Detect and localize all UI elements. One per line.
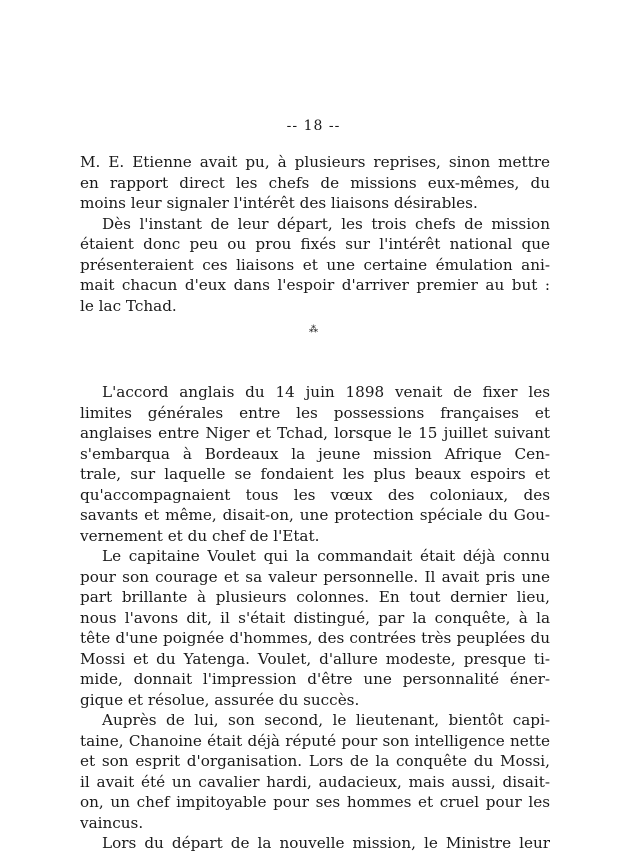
text-line: pour son courage et sa valeur personnelle. Il avait pris une xyxy=(80,567,550,586)
text-line: tête d'une poignée d'hommes, des contrées très peuplées du xyxy=(80,629,550,647)
text-line: nous l'avons dit, il s'était distingué, par la conquête, à la xyxy=(80,608,550,627)
text-line: mide, donnait l'impression d'être une personnalité éner- xyxy=(80,670,550,688)
text-line: M. E. Etienne avait pu, à plusieurs reprises, sinon mettre xyxy=(80,153,550,171)
text-line: trale, sur laquelle se fondaient les plus beaux espoirs et xyxy=(80,465,550,483)
text-line: Mossi et du Yatenga. Voulet, d'allure modeste, presque ti- xyxy=(80,649,550,668)
ornament-top: ⁂ xyxy=(309,325,318,335)
page-number: -- 18 -- xyxy=(286,118,341,134)
text-line: savants et même, disait-on, une protection spéciale du Gou- xyxy=(80,506,550,524)
text-block-2 xyxy=(80,382,550,854)
text-line: il avait été un cavalier hardi, audacieux, mais aussi, disait- xyxy=(80,772,550,791)
text-line: on, un chef impitoyable pour ses hommes et cruel pour les xyxy=(80,793,550,811)
text-line: vernement et du chef de l'Etat. xyxy=(80,526,320,545)
text-line: gique et résolue, assurée du succès. xyxy=(80,690,360,709)
section-ornament xyxy=(0,327,627,334)
text-line: le lac Tchad. xyxy=(80,296,177,315)
text-line: en rapport direct les chefs de missions eux-mêmes, du xyxy=(80,173,550,192)
text-line: mait chacun d'eux dans l'espoir d'arriver premier au but : xyxy=(80,276,550,294)
text-line: L'accord anglais du 14 juin 1898 venait de fixer les xyxy=(102,383,550,401)
text-line: qu'accompagnaient tous les vœux des coloniaux, des xyxy=(80,485,550,504)
text-line: présenteraient ces liaisons et une certaine émulation ani- xyxy=(80,255,550,274)
text-line: part brillante à plusieurs colonnes. En tout dernier lieu, xyxy=(80,588,550,606)
text-line: Lors du départ de la nouvelle mission, le Ministre leur xyxy=(102,834,550,852)
text-line: Le capitaine Voulet qui la commandait était déjà connu xyxy=(102,547,550,565)
text-line: Dès l'instant de leur départ, les trois chefs de mission xyxy=(102,214,550,233)
text-line: s'embarqua à Bordeaux la jeune mission Afrique Cen- xyxy=(80,444,550,463)
text-line: étaient donc peu ou prou fixés sur l'intérêt national que xyxy=(80,235,550,253)
text-line: Auprès de lui, son second, le lieutenant, bientôt capi- xyxy=(102,711,550,729)
text-line: vaincus. xyxy=(80,813,144,832)
text-line: taine, Chanoine était déjà réputé pour son intelligence nette xyxy=(80,731,550,750)
text-line: et son esprit d'organisation. Lors de la conquête du Mossi, xyxy=(80,752,550,770)
text-block-1 xyxy=(80,152,550,316)
text-line: limites générales entre les possessions françaises et xyxy=(80,403,550,422)
text-line: anglaises entre Niger et Tchad, lorsque le 15 juillet suivant xyxy=(80,424,550,442)
text-line: moins leur signaler l'intérêt des liaisons désirables. xyxy=(80,194,478,212)
